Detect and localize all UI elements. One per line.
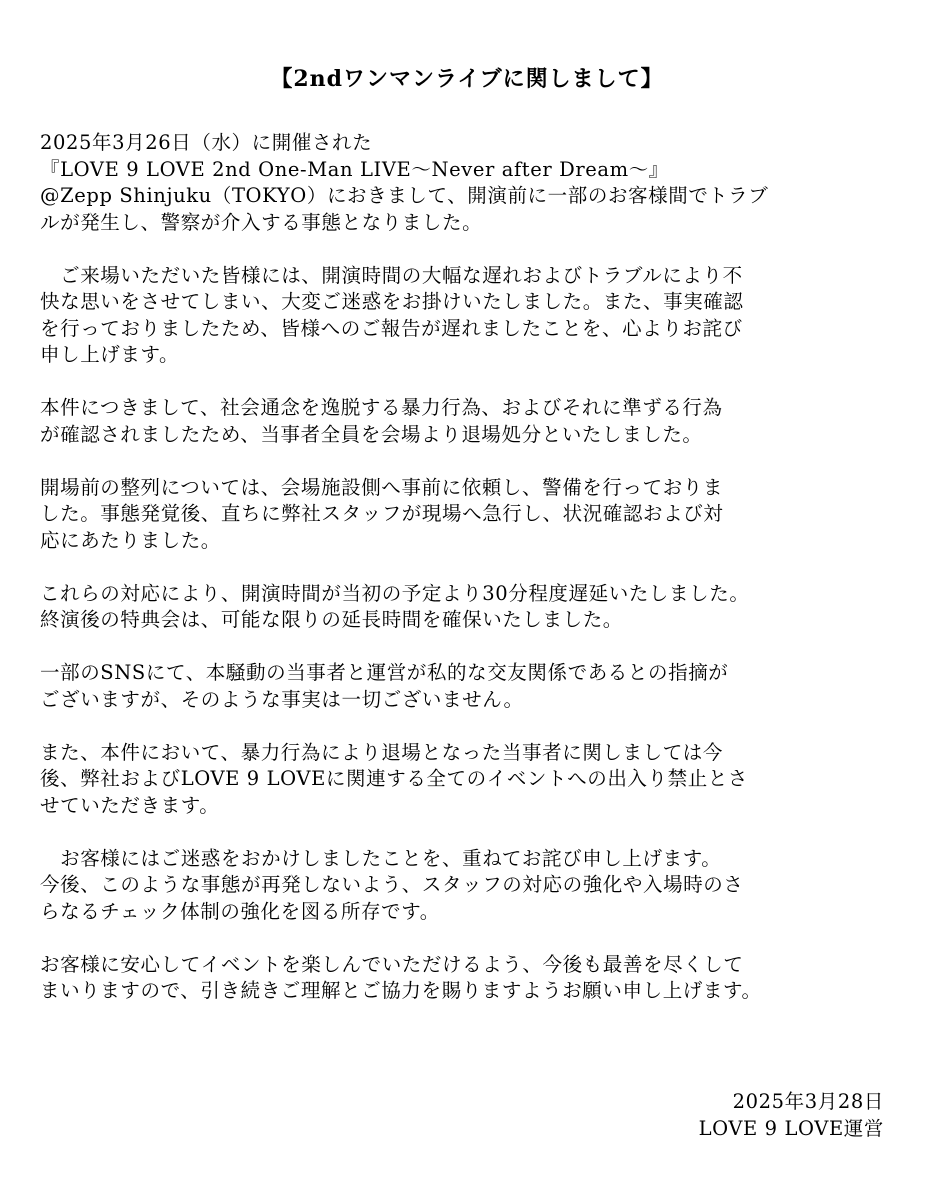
paragraph-apology xyxy=(40,263,900,369)
paragraph-ban xyxy=(40,740,900,820)
text-line: 申し上げます。 xyxy=(40,343,180,366)
text-line: ご来場いただいた皆様には、開演時間の大幅な遅れおよびトラブルにより不 xyxy=(40,263,743,287)
document-body xyxy=(40,130,900,1031)
text-line: まいりますので、引き続きご理解とご協力を賜りますようお願い申し上げます。 xyxy=(40,979,762,1002)
paragraph-closing xyxy=(40,952,900,1005)
text-line: お客様にはご迷惑をおかけしましたことを、重ねてお詫び申し上げます。 xyxy=(40,846,722,870)
text-line: した。事態発覚後、直ちに弊社スタッフが現場へ急行し、状況確認および対 xyxy=(40,502,724,525)
text-line: ルが発生し、警察が介入する事態となりました。 xyxy=(40,210,483,234)
paragraph-event-incident xyxy=(40,130,900,236)
text-line: 『LOVE 9 LOVE 2nd One-Man LIVE～Never after Dream～』 xyxy=(40,157,669,181)
signature-block xyxy=(699,1088,884,1142)
text-line: ございますが、そのような事実は一切ございません。 xyxy=(40,687,524,711)
text-line: また、本件において、暴力行為により退場となった当事者に関しましては今 xyxy=(40,740,724,764)
paragraph-sns-denial xyxy=(40,660,900,713)
text-line: せていただきます。 xyxy=(40,793,220,817)
text-line: らなるチェック体制の強化を図る所存です。 xyxy=(40,899,440,923)
text-line: 応にあたりました。 xyxy=(40,528,221,552)
text-line: 本件につきまして、社会通念を逸脱する暴力行為、およびそれに準ずる行為 xyxy=(40,396,723,419)
paragraph-delay xyxy=(40,581,900,634)
text-line: 2025年3月26日（水）に開催された xyxy=(40,131,373,154)
paragraph-prevention xyxy=(40,846,900,926)
text-line: 終演後の特典会は、可能な限りの延長時間を確保いたしました。 xyxy=(40,608,623,631)
text-line: を行っておりましたため、皆様へのご報告が遅れましたことを、心よりお詫び xyxy=(40,316,743,340)
text-line: お客様に安心してイベントを楽しんでいただけるよう、今後も最善を尽くして xyxy=(40,952,744,976)
text-line: 今後、このような事態が再発しないよう、スタッフの対応の強化や入場時のさ xyxy=(40,873,744,896)
signature-organization: LOVE 9 LOVE運営 xyxy=(698,1117,884,1140)
text-line: これらの対応により、開演時間が当初の予定より30分程度遅延いたしました。 xyxy=(40,581,750,605)
document-title: 【2ndワンマンライブに関しまして】 xyxy=(270,66,664,92)
text-line: 一部のSNSにて、本騒動の当事者と運営が私的な交友関係であるとの指摘が xyxy=(40,661,729,684)
text-line: 後、弊社およびLOVE 9 LOVEに関連する全てのイベントへの出入り禁止とさ xyxy=(40,767,749,790)
text-line: 開場前の整列については、会場施設側へ事前に依頼し、警備を行っておりま xyxy=(40,475,724,499)
text-line: @Zepp Shinjuku（TOKYO）におきまして、開演前に一部のお客様間でトラブ xyxy=(40,184,769,207)
signature-date: 2025年3月28日 xyxy=(732,1090,884,1113)
text-line: 快な思いをさせてしまい、大変ご迷惑をお掛けいたしました。また、事実確認 xyxy=(40,290,744,313)
paragraph-security xyxy=(40,475,900,555)
text-line: が確認されましたため、当事者全員を会場より退場処分といたしました。 xyxy=(40,422,703,446)
paragraph-removal xyxy=(40,395,900,448)
